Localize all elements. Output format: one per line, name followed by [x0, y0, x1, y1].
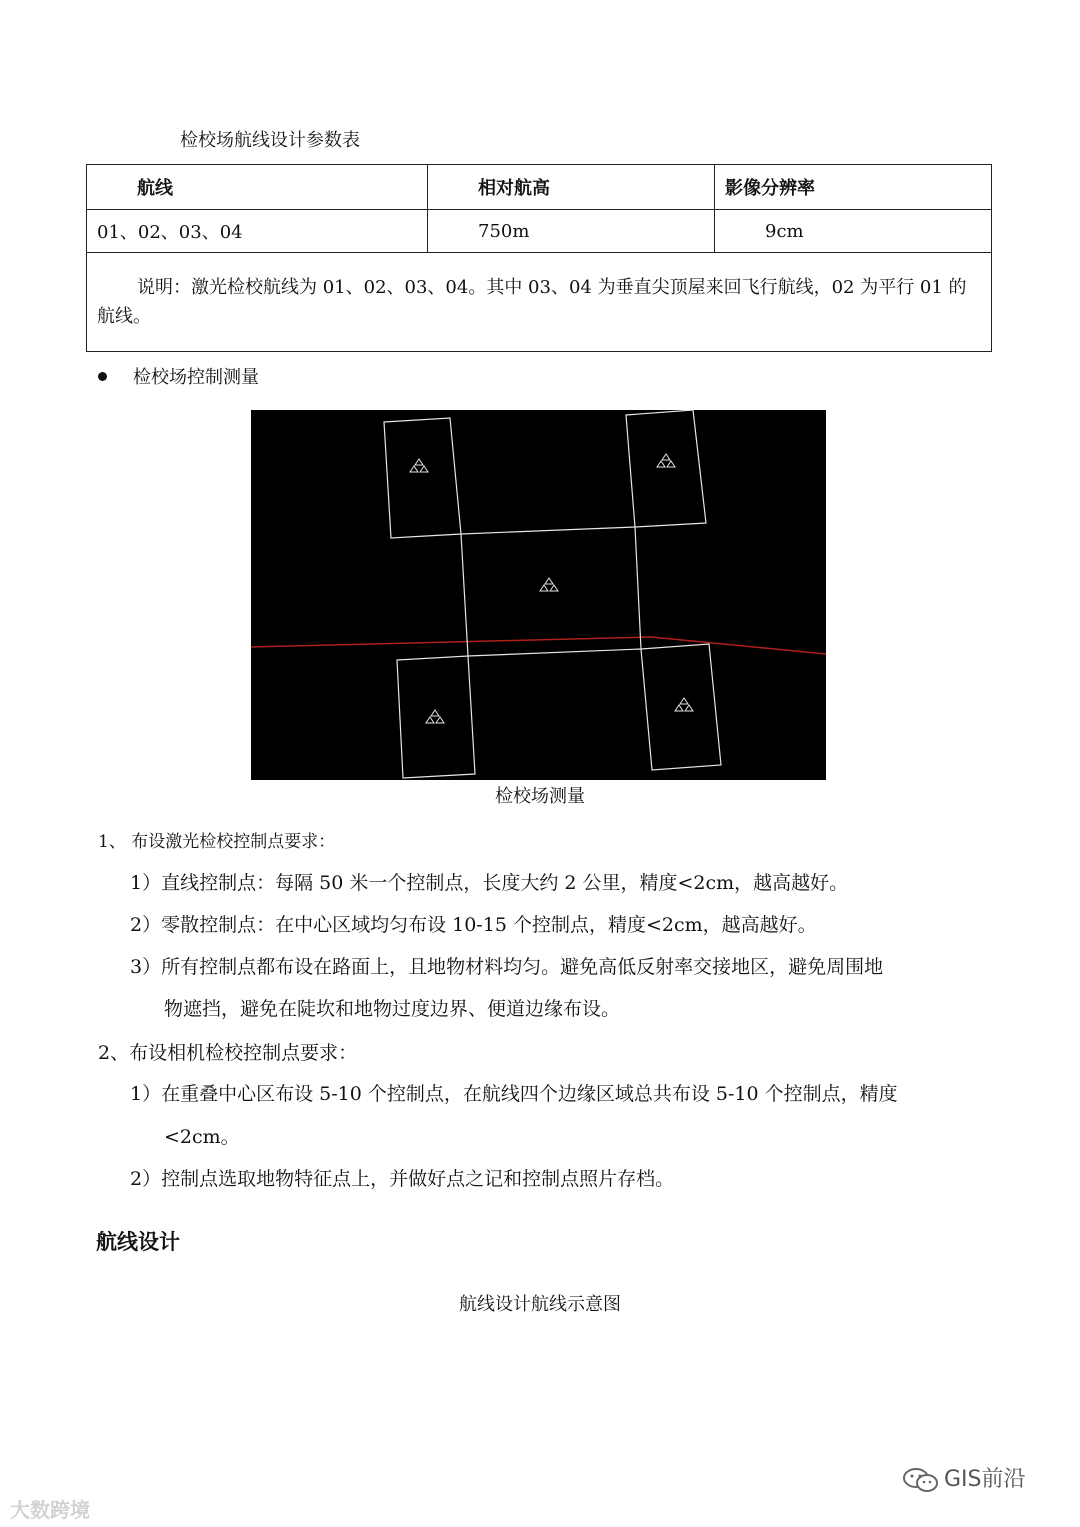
tile-top-right [626, 410, 706, 527]
watermark-left: 大数跨境 [10, 1498, 90, 1522]
section2-item-1: 1）在重叠中心区布设 5-10 个控制点，在航线四个边缘区域总共布设 5-10 个控制点，精度 [130, 1083, 898, 1105]
triangle-cluster-icon [410, 459, 428, 472]
figure-caption: 检校场测量 [495, 786, 585, 807]
table-title: 检校场航线设计参数表 [180, 130, 360, 151]
tile-top-left [384, 418, 461, 538]
section2-item-1-cont: <2cm。 [164, 1126, 240, 1148]
connector-top [461, 527, 635, 534]
section1-heading: 1、 布设激光检校控制点要求： [98, 832, 336, 852]
header-resolution: 影像分辨率 [715, 165, 992, 210]
section2-item-2: 2）控制点选取地物特征点上，并做好点之记和控制点照片存档。 [130, 1168, 675, 1190]
header-altitude: 相对航高 [428, 165, 715, 210]
connector-bottom [468, 649, 641, 656]
cell-altitude: 750m [428, 210, 715, 253]
header-route: 航线 [87, 165, 428, 210]
triangle-cluster-icon [675, 698, 693, 711]
table-header-row [87, 165, 992, 210]
section1-item-1: 1）直线控制点：每隔 50 米一个控制点，长度大约 2 公里，精度<2cm，越高越好。 [130, 872, 849, 894]
route-line [251, 637, 826, 654]
section1-item-2: 2）零散控制点：在中心区域均匀布设 10-15 个控制点，精度<2cm，越高越好。 [130, 914, 817, 936]
cell-resolution: 9cm [715, 210, 992, 253]
tile-bottom-left [397, 656, 475, 778]
calibration-field-figure [251, 410, 826, 780]
watermark-right [902, 1462, 1026, 1494]
table-note-row [87, 253, 992, 352]
section1-item-3: 3）所有控制点都布设在路面上，且地物材料均匀。避免高低反射率交接地区，避免周围地 [130, 956, 884, 978]
triangle-cluster-icon [426, 710, 444, 723]
bullet-text: 检校场控制测量 [133, 367, 259, 388]
triangle-cluster-icon [657, 454, 675, 467]
section1-item-3-cont: 物遮挡，避免在陡坎和地物过度边界、便道边缘布设。 [164, 998, 621, 1020]
triangle-cluster-icon [540, 578, 558, 591]
table-row [87, 210, 992, 253]
section2-heading: 2、布设相机检校控制点要求： [98, 1042, 358, 1064]
wechat-icon [902, 1466, 940, 1494]
calibration-field-diagram [251, 410, 826, 780]
connector-right [635, 527, 641, 649]
cell-route: 01、02、03、04 [87, 210, 428, 253]
bullet-dot-icon [98, 372, 107, 381]
watermark-right-text: GIS前沿 [944, 1467, 1026, 1492]
tile-bottom-right [641, 644, 721, 770]
connector-left [461, 534, 468, 656]
table-note: 说明：激光检校航线为 01、02、03、04。其中 03、04 为垂直尖顶屋来回飞行航线，02 为平行 01 的航线。 [97, 277, 967, 327]
bullet-item [98, 363, 259, 389]
route-design-heading: 航线设计 [96, 1230, 180, 1254]
parameter-table [86, 164, 992, 352]
route-design-caption: 航线设计航线示意图 [459, 1294, 621, 1315]
